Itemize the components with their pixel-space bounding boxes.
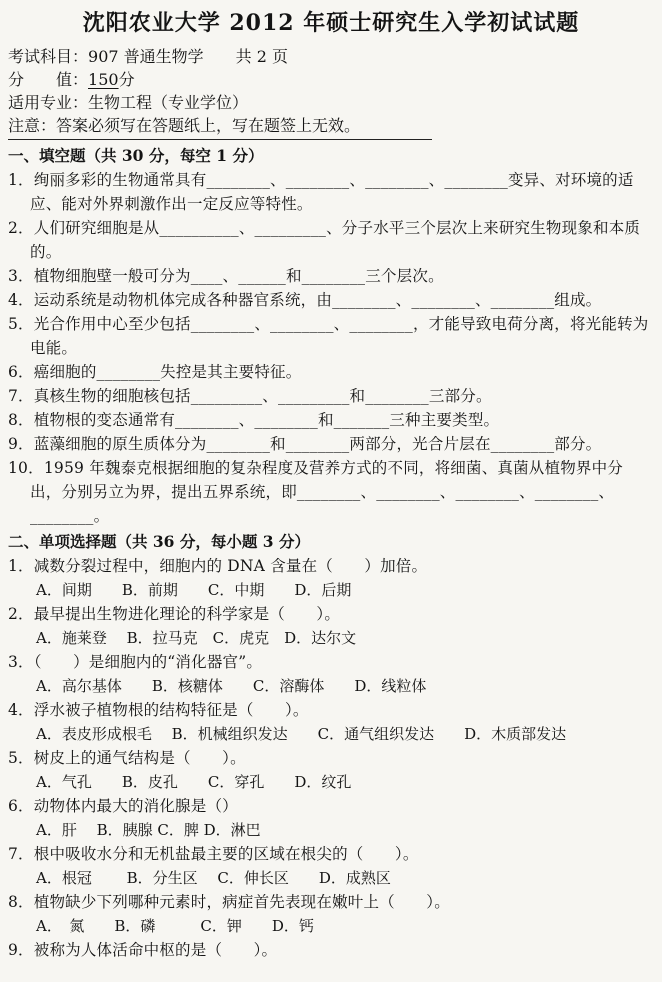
choice-question: 4．浮水被子植物根的结构特征是（ ）。 (8, 701, 309, 719)
choice-options: A．间期 B．前期 C．中期 D．后期 (36, 581, 352, 599)
major-label: 适用专业： (8, 93, 89, 112)
fill-question: 2．人们研究细胞是从__________、_________、分子水平三个层次上来研究生物现象和本质的。 (8, 219, 641, 261)
major-line (8, 91, 654, 114)
score-value: 150 (88, 70, 119, 89)
page-count: 共 2 页 (235, 47, 289, 66)
choice-question: 5．树皮上的通气结构是（ ）。 (8, 749, 246, 767)
choice-question: 9．被称为人体活命中枢的是（ ）。 (8, 941, 278, 959)
choice-question: 1．减数分裂过程中，细胞内的 DNA 含量在（ ）加倍。 (8, 557, 428, 575)
subject-value: 907 普通生物学 (88, 47, 204, 66)
fill-question: 3．植物细胞壁一般可分为____、______和________三个层次。 (8, 267, 444, 285)
major-value: 生物工程（专业学位） (88, 93, 249, 112)
subject-line (8, 45, 654, 68)
choice-options: A．根冠 B．分生区 C．伸长区 D．成熟区 (36, 869, 391, 887)
choice-question: 6．动物体内最大的消化腺是（） (8, 797, 238, 815)
fill-question: 5．光合作用中心至少包括________、________、________，才能导致电荷分离，将光能转为电能。 (8, 315, 649, 357)
fill-question: 1．绚丽多彩的生物通常具有________、________、________、________变异、对环境的适应、能对外界刺激作出一定反应等特性。 (8, 171, 634, 213)
choice-question: 2．最早提出生物进化理论的科学家是（ ）。 (8, 605, 341, 623)
choice-question: 7．根中吸收水分和无机盐最主要的区域在根尖的（ ）。 (8, 845, 419, 863)
choice-question: 3．（ ）是细胞内的“消化器官”。 (8, 653, 263, 671)
choice-options: A．高尔基体 B．核糖体 C．溶酶体 D．线粒体 (36, 677, 427, 695)
fill-question: 10．1959 年魏泰克根据细胞的复杂程度及营养方式的不同，将细菌、真菌从植物界中分出，分别另立为界，提出五界系统，即________、________、________、________、________。 (8, 459, 623, 525)
score-line (8, 68, 654, 91)
fill-question: 8．植物根的变态通常有________、________和_______三种主要类型。 (8, 411, 500, 429)
choice-options: A．表皮形成根毛 B．机械组织发达 C．通气组织发达 D．木质部发达 (36, 725, 567, 743)
exam-title: 沈阳农业大学 2012 年硕士研究生入学初试试题 (82, 10, 580, 36)
choice-question: 8．植物缺少下列哪种元素时，病症首先表现在嫩叶上（ ）。 (8, 893, 450, 911)
choice-options: A．肝 B．胰腺 C．脾 D．淋巴 (36, 821, 261, 839)
score-unit: 分 (118, 70, 135, 89)
section-fill-in-heading: 一、填空题（共 30 分，每空 1 分） (8, 146, 264, 165)
notice-underline (8, 139, 432, 140)
fill-question: 7．真核生物的细胞核包括_________、_________和________三部分。 (8, 387, 492, 405)
section-choice-heading: 二、单项选择题（共 36 分，每小题 3 分） (8, 532, 310, 551)
fill-question: 6．癌细胞的________失控是其主要特征。 (8, 363, 302, 381)
subject-label: 考试科目： (8, 47, 89, 66)
choice-options: A． 氮 B．磷 C．钾 D．钙 (36, 917, 314, 935)
choice-options: A．施莱登 B．拉马克 C．虎克 D．达尔文 (36, 629, 357, 647)
choice-options: A．气孔 B．皮孔 C．穿孔 D．纹孔 (36, 773, 352, 791)
notice-text: 注意：答案必须写在答题纸上，写在题签上无效。 (8, 116, 361, 135)
fill-question: 9．蓝藻细胞的原生质体分为________和________两部分，光合片层在________部分。 (8, 435, 602, 453)
score-label: 分 值： (8, 70, 89, 89)
fill-question: 4．运动系统是动物机体完成各种器官系统，由________、________、________组成。 (8, 291, 602, 309)
